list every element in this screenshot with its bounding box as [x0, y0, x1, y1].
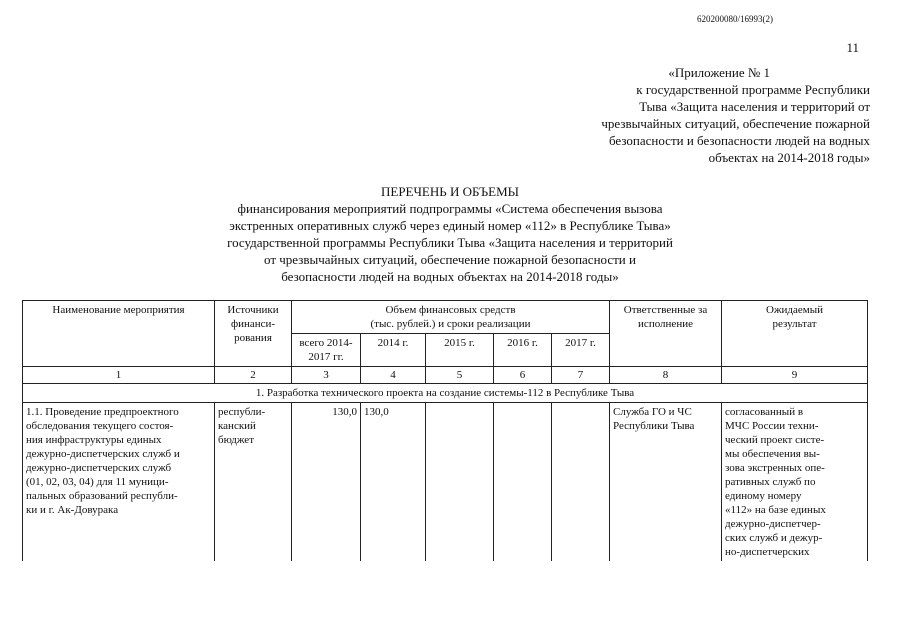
- title-heading: ПЕРЕЧЕНЬ И ОБЪЕМЫ: [380, 184, 519, 199]
- y2017-cell: [552, 403, 610, 562]
- y2015-cell: [426, 403, 494, 562]
- column-number: 1: [23, 367, 215, 384]
- column-number: 6: [494, 367, 552, 384]
- y2014-cell: 130,0: [361, 403, 426, 562]
- column-number-row: [23, 367, 868, 384]
- table-row: [23, 403, 868, 562]
- header-responsible: Ответственные за исполнение: [610, 301, 722, 367]
- appendix-line: объектах на 2014-2018 годы»: [708, 150, 870, 165]
- column-number: 4: [361, 367, 426, 384]
- responsible-cell: Служба ГО и ЧС Республики Тыва: [610, 403, 722, 562]
- result-cell: согласованный в МЧС России техни- ческий проект систе- мы обеспечения вы- зова экстренных опе- ративных служб по единому номеру «112» на базе единых дежурно-диспетчер- ских служб и дежур- но-диспетчерских: [722, 403, 868, 562]
- appendix-line: чрезвычайных ситуаций, обеспечение пожарной: [601, 116, 870, 131]
- header-2015: 2015 г.: [426, 334, 494, 367]
- column-number: 2: [215, 367, 292, 384]
- header-2017: 2017 г.: [552, 334, 610, 367]
- title-line: от чрезвычайных ситуаций, обеспечение пожарной безопасности и: [264, 252, 636, 267]
- financing-table: [22, 300, 868, 561]
- y2016-cell: [494, 403, 552, 562]
- header-2016: 2016 г.: [494, 334, 552, 367]
- column-number: 9: [722, 367, 868, 384]
- title-line: государственной программы Республики Тыва «Защита населения и территорий: [227, 235, 673, 250]
- title-line: финансирования мероприятий подпрограммы «Система обеспечения вызова: [237, 201, 663, 216]
- header-volume: Объем финансовых средств (тыс. рублей.) и сроки реализации: [292, 301, 610, 334]
- header-total: всего 2014- 2017 гг.: [292, 334, 361, 367]
- header-2014: 2014 г.: [361, 334, 426, 367]
- title-line: экстренных оперативных служб через единый номер «112» в Республике Тыва»: [229, 218, 671, 233]
- column-number: 8: [610, 367, 722, 384]
- appendix-line: безопасности и безопасности людей на водных: [608, 133, 870, 148]
- title-line: безопасности людей на водных объектах на 2014-2018 годы»: [281, 269, 619, 284]
- section-title: 1. Разработка технического проекта на создание системы-112 в Республике Тыва: [23, 384, 868, 403]
- appendix-note: [510, 64, 870, 166]
- total-cell: 130,0: [292, 403, 361, 562]
- document-title: [150, 183, 750, 285]
- appendix-line: Тыва «Защита населения и территорий от: [639, 99, 870, 114]
- column-number: 7: [552, 367, 610, 384]
- appendix-line: «Приложение № 1: [668, 65, 770, 80]
- header-sources: Источники финанси- рования: [215, 301, 292, 367]
- appendix-line: к государственной программе Республики: [636, 82, 870, 97]
- column-number: 3: [292, 367, 361, 384]
- section-row: [23, 384, 868, 403]
- activity-name-cell: 1.1. Проведение предпроектного обследования текущего состоя- ния инфраструктуры единых дежурно-диспетчерских служб и дежурно-диспетчерских служб (01, 02, 03, 04) для 11 муници- пальных образований республи- ки и г. Ак-Довурака: [23, 403, 215, 562]
- document-id: 620200080/16993(2): [697, 14, 773, 24]
- header-name: Наименование мероприятия: [23, 301, 215, 367]
- header-result: Ожидаемый результат: [722, 301, 868, 367]
- header-row: [23, 301, 868, 334]
- page-number: 11: [846, 40, 859, 55]
- source-cell: республи- канский бюджет: [215, 403, 292, 562]
- column-number: 5: [426, 367, 494, 384]
